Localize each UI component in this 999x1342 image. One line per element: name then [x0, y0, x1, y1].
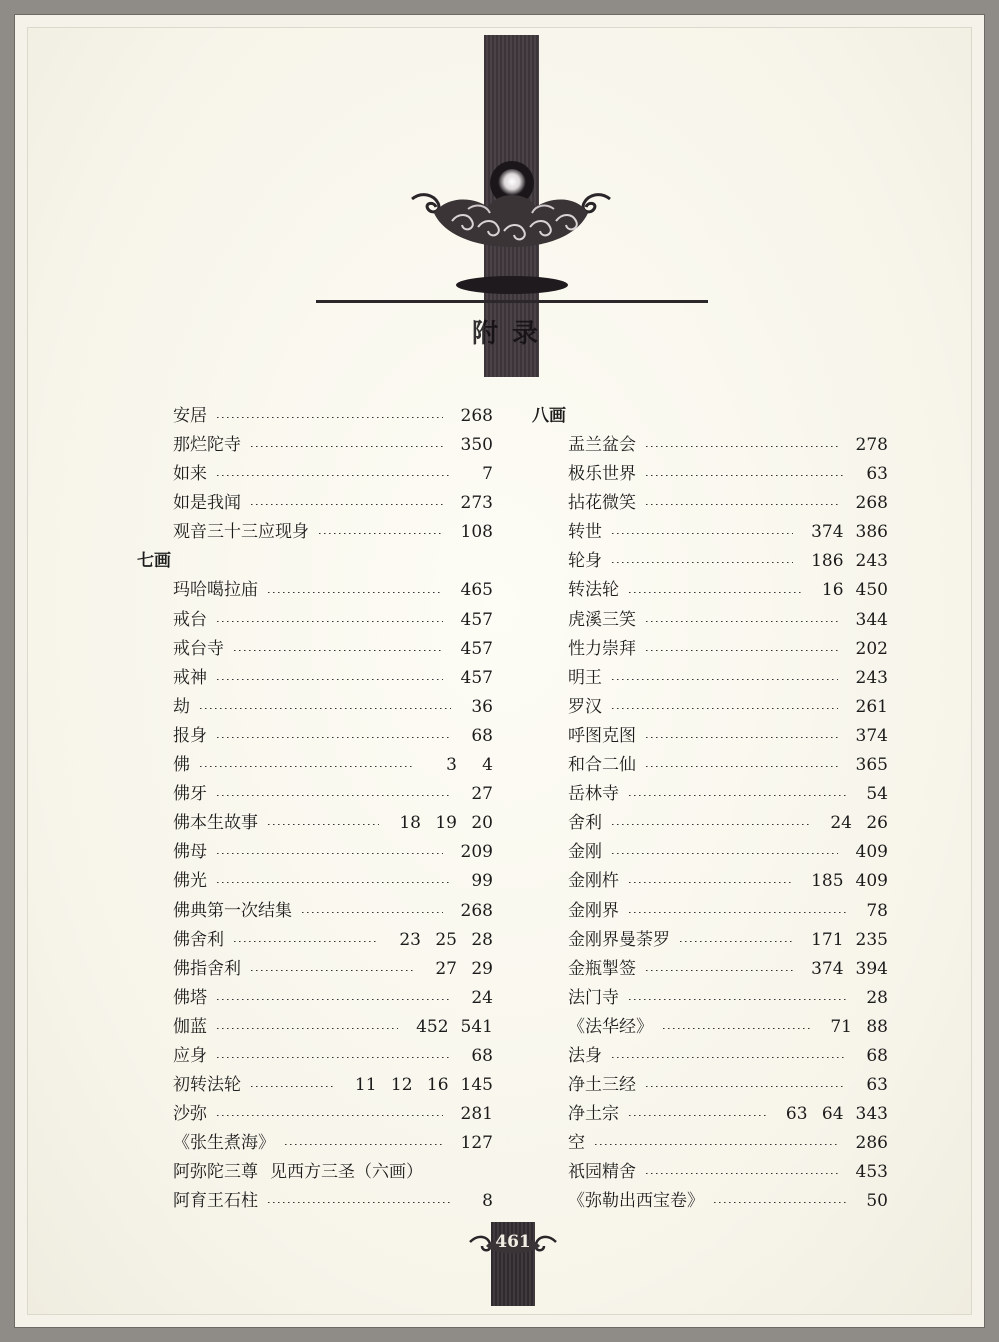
dot-leader [629, 882, 793, 883]
index-column-left [137, 402, 493, 1217]
index-term: 虎溪三笑 [568, 609, 636, 630]
index-term: 轮身 [568, 551, 602, 572]
dot-leader [629, 795, 846, 796]
page-reference: 78 [866, 900, 888, 921]
page-reference: 273 [460, 493, 493, 514]
index-term: 劫 [173, 696, 190, 717]
page-references [808, 576, 888, 605]
index-term: 佛塔 [173, 987, 207, 1008]
index-entry [532, 897, 888, 926]
dot-leader [268, 824, 379, 825]
dot-leader [217, 679, 443, 680]
index-term: 那烂陀寺 [173, 435, 241, 456]
index-entry [137, 955, 493, 984]
dot-leader [200, 708, 451, 709]
page-reference: 12 [390, 1075, 413, 1096]
index-entry [137, 926, 493, 955]
page-reference: 452 [416, 1016, 449, 1037]
page-reference: 243 [855, 551, 888, 572]
index-term: 戒神 [173, 667, 207, 688]
header-rule [316, 300, 708, 303]
page-reference: 64 [821, 1104, 844, 1125]
page-references [844, 606, 888, 635]
page-reference: 88 [866, 1016, 888, 1037]
dot-leader [646, 621, 838, 622]
page-reference: 16 [426, 1075, 449, 1096]
dot-leader [217, 737, 451, 738]
index-entry [532, 1013, 888, 1042]
dot-leader [251, 446, 443, 447]
page-reference: 18 [399, 813, 421, 834]
page-reference: 409 [855, 871, 888, 892]
dot-leader [646, 737, 838, 738]
dot-leader [217, 853, 443, 854]
index-entry [532, 518, 888, 547]
page-reference: 29 [471, 958, 493, 979]
dot-leader [612, 533, 793, 534]
page-references [799, 518, 888, 547]
page-reference: 268 [460, 406, 493, 426]
page-reference: 99 [471, 871, 493, 892]
page-references [341, 1071, 493, 1100]
page-reference: 185 [811, 871, 844, 892]
page-reference: 28 [471, 929, 493, 950]
page-references [844, 722, 888, 751]
index-entry [137, 1042, 493, 1071]
index-entry [532, 576, 888, 605]
index-term: 安居 [173, 406, 207, 426]
index-term: 转法轮 [568, 580, 619, 601]
page-references [844, 664, 888, 693]
dot-leader [268, 592, 443, 593]
index-entry [137, 1187, 493, 1216]
index-term: 明王 [568, 667, 602, 688]
page-reference: 108 [460, 522, 493, 543]
page-references [844, 489, 888, 518]
index-entry [137, 606, 493, 635]
index-term: 性力崇拜 [568, 638, 636, 659]
page-references [844, 838, 888, 867]
dot-leader [217, 1028, 398, 1029]
page-reference: 27 [435, 958, 457, 979]
index-term: 报身 [173, 725, 207, 746]
page-reference: 394 [855, 958, 888, 979]
index-term: 金刚 [568, 842, 602, 863]
page-reference: 68 [471, 1045, 493, 1066]
page-references [449, 838, 493, 867]
page-reference: 268 [855, 493, 888, 514]
index-entry [137, 460, 493, 489]
index-term: 极乐世界 [568, 464, 636, 485]
index-entry [137, 867, 493, 896]
page-references [421, 751, 493, 780]
index-entry [532, 955, 888, 984]
index-term: 祇园精舍 [568, 1162, 636, 1183]
index-entry [137, 402, 493, 431]
index-entry [532, 606, 888, 635]
page-reference: 71 [830, 1016, 852, 1037]
index-term: 拈花微笑 [568, 493, 636, 514]
index-term: 戒台 [173, 609, 207, 630]
page-references [816, 1013, 888, 1042]
index-entry [137, 489, 493, 518]
index-entry [532, 984, 888, 1013]
index-entry [137, 897, 493, 926]
index-term: 和合二仙 [568, 755, 636, 776]
page-reference: 450 [855, 580, 888, 601]
page-references [457, 867, 493, 896]
index-entry [532, 1100, 888, 1129]
index-term: 阿弥陀三尊 [173, 1162, 258, 1183]
index-entry [532, 1042, 888, 1071]
dot-leader [234, 941, 379, 942]
page-references [799, 955, 888, 984]
page-reference: 286 [855, 1133, 888, 1154]
dot-leader [285, 1144, 443, 1145]
index-term: 玛哈噶拉庙 [173, 580, 258, 601]
index-term: 《张生煮海》 [173, 1133, 275, 1154]
index-entry [532, 809, 888, 838]
index-term: 金刚界 [568, 900, 619, 921]
dot-leader [646, 475, 846, 476]
page-references [844, 693, 888, 722]
index-term: 沙弥 [173, 1104, 207, 1125]
page-references [844, 1129, 888, 1158]
page-reference: 3 [446, 755, 457, 776]
index-term: 佛 [173, 755, 190, 776]
index-term: 转世 [568, 522, 602, 543]
dot-leader [646, 650, 838, 651]
index-entry [137, 664, 493, 693]
page-references [449, 606, 493, 635]
page-reference: 457 [460, 667, 493, 688]
page-references [449, 1100, 493, 1129]
page-reference: 465 [460, 580, 493, 601]
index-entry [532, 431, 888, 460]
dot-leader [646, 446, 838, 447]
index-term: 阿育王石柱 [173, 1191, 258, 1212]
page-references [852, 1187, 888, 1216]
page-reference: 36 [471, 696, 493, 717]
page-references [457, 460, 493, 489]
page-reference: 28 [866, 987, 888, 1008]
page-reference: 63 [866, 1075, 888, 1096]
dot-leader [612, 824, 810, 825]
page-references [449, 518, 493, 547]
dot-leader [646, 504, 838, 505]
page-reference: 19 [435, 813, 457, 834]
page-references [457, 1187, 493, 1216]
index-entry [532, 722, 888, 751]
page-reference: 386 [855, 522, 888, 543]
index-entry [137, 838, 493, 867]
stroke-count-heading: 八画 [532, 406, 566, 426]
page-reference: 171 [811, 929, 844, 950]
page-references [844, 635, 888, 664]
index-term: 盂兰盆会 [568, 435, 636, 455]
page-references [421, 955, 493, 984]
page-references [816, 809, 888, 838]
page-reference: 281 [460, 1104, 493, 1125]
page-title: 附录 [472, 319, 553, 349]
page-references [844, 431, 888, 460]
index-term: 空 [568, 1133, 585, 1154]
dot-leader [612, 708, 838, 709]
page-reference: 50 [866, 1191, 888, 1212]
page-references [799, 547, 888, 576]
page-reference: 26 [866, 813, 888, 834]
index-entry [532, 867, 888, 896]
index-column-right [532, 402, 888, 1217]
index-entry [137, 1013, 493, 1042]
dot-leader [234, 650, 443, 651]
dot-leader [646, 1173, 838, 1174]
page-reference: 365 [855, 755, 888, 776]
index-term: 净土宗 [568, 1104, 619, 1125]
dot-leader [302, 912, 443, 913]
page-references [457, 780, 493, 809]
page-references [449, 635, 493, 664]
index-term: 罗汉 [568, 696, 602, 717]
page-references [449, 1129, 493, 1158]
index-entry [532, 693, 888, 722]
index-term: 伽蓝 [173, 1016, 207, 1037]
stroke-count-heading: 七画 [137, 551, 171, 572]
dot-leader [251, 1086, 335, 1087]
page-reference: 11 [354, 1075, 377, 1096]
page-reference: 68 [866, 1045, 888, 1066]
page-reference: 4 [482, 755, 493, 776]
page-reference: 209 [460, 842, 493, 863]
page-references [457, 722, 493, 751]
page-references [799, 867, 888, 896]
page-reference: 374 [811, 522, 844, 543]
page-reference: 235 [855, 929, 888, 950]
index-term: 舍利 [568, 813, 602, 834]
index-entry [137, 722, 493, 751]
page-reference: 20 [471, 813, 493, 834]
page-reference: 63 [785, 1104, 808, 1125]
page-references [457, 693, 493, 722]
page-reference: 261 [855, 696, 888, 717]
index-term: 应身 [173, 1045, 207, 1066]
index-term: 如来 [173, 464, 207, 485]
index-entry [137, 1100, 493, 1129]
dot-leader [612, 679, 838, 680]
index-entry [532, 1071, 888, 1100]
dot-leader [612, 1057, 846, 1058]
page-references [449, 576, 493, 605]
page-reference: 54 [866, 784, 888, 805]
page-reference: 202 [855, 638, 888, 659]
index-term: 《法华经》 [568, 1016, 653, 1037]
page-references [449, 402, 493, 431]
page-references [385, 809, 493, 838]
index-entry [532, 751, 888, 780]
index-term: 金刚界曼荼罗 [568, 929, 670, 950]
index-entry [532, 635, 888, 664]
index-entry [532, 489, 888, 518]
dot-leader [268, 1202, 451, 1203]
index-entry [137, 518, 493, 547]
dot-leader [217, 999, 451, 1000]
index-entry [137, 1129, 493, 1158]
dot-leader [319, 533, 443, 534]
index-entry [137, 635, 493, 664]
page-reference: 343 [855, 1104, 888, 1125]
page-references [852, 1042, 888, 1071]
index-entry [532, 460, 888, 489]
page-reference: 63 [866, 464, 888, 485]
dot-leader [217, 417, 443, 418]
index-entry [137, 1071, 493, 1100]
page-reference: 350 [460, 435, 493, 456]
index-term: 法身 [568, 1045, 602, 1066]
index-entry [137, 751, 493, 780]
index-entry [137, 1158, 493, 1187]
page-references [457, 984, 493, 1013]
index-term: 法门寺 [568, 987, 619, 1008]
dot-leader [646, 766, 838, 767]
page-references [852, 460, 888, 489]
header-oval-decoration [456, 276, 568, 294]
page-reference: 8 [482, 1191, 493, 1212]
index-term: 初转法轮 [173, 1075, 241, 1096]
dot-leader [714, 1202, 846, 1203]
page-references [852, 1071, 888, 1100]
page-references [385, 926, 493, 955]
dot-leader [629, 999, 846, 1000]
index-term: 观音三十三应现身 [173, 522, 309, 543]
page-reference: 374 [811, 958, 844, 979]
page-reference: 453 [855, 1162, 888, 1183]
dot-leader [200, 766, 415, 767]
page-reference: 268 [460, 900, 493, 921]
page-references [404, 1013, 493, 1042]
page-references [844, 1158, 888, 1187]
dot-leader [680, 941, 793, 942]
index-entry [137, 576, 493, 605]
dot-leader [612, 562, 793, 563]
index-entry [532, 1129, 888, 1158]
index-entry [532, 780, 888, 809]
page-reference: 409 [855, 842, 888, 863]
page-references [449, 664, 493, 693]
index-entry [532, 926, 888, 955]
page-reference: 541 [460, 1016, 493, 1037]
page-reference: 27 [471, 784, 493, 805]
index-term: 佛典第一次结集 [173, 900, 292, 921]
index-term: 净土三经 [568, 1075, 636, 1096]
page-references [449, 431, 493, 460]
dot-leader [595, 1144, 838, 1145]
page-reference: 23 [399, 929, 421, 950]
page-references [772, 1100, 888, 1129]
index-term: 岳林寺 [568, 784, 619, 805]
dot-leader [629, 1115, 766, 1116]
page-reference: 186 [811, 551, 844, 572]
page-references [449, 897, 493, 926]
page-reference: 145 [460, 1075, 493, 1096]
index-entry [532, 1187, 888, 1216]
index-term: 金刚杵 [568, 871, 619, 892]
index-entry [532, 664, 888, 693]
index-entry [137, 431, 493, 460]
page-reference: 457 [460, 609, 493, 630]
index-term: 金瓶掣签 [568, 958, 636, 979]
page-reference: 68 [471, 725, 493, 746]
dot-leader [217, 621, 443, 622]
dot-leader [629, 912, 846, 913]
index-entry [137, 693, 493, 722]
dot-leader [646, 1086, 846, 1087]
page-references [449, 489, 493, 518]
dot-leader [217, 1057, 451, 1058]
page-reference: 243 [855, 667, 888, 688]
index-term: 佛母 [173, 842, 207, 863]
index-term: 佛牙 [173, 784, 207, 805]
page-reference: 278 [855, 435, 888, 455]
dot-leader [217, 795, 451, 796]
cross-reference: 见西方三圣（六画） [270, 1162, 423, 1183]
page-reference: 16 [821, 580, 844, 601]
page-reference: 344 [855, 609, 888, 630]
index-term: 《弥勒出西宝卷》 [568, 1191, 704, 1212]
index-entry [532, 838, 888, 867]
index-term: 佛舍利 [173, 929, 224, 950]
page-reference: 457 [460, 638, 493, 659]
page-reference: 127 [460, 1133, 493, 1154]
page-reference: 24 [830, 813, 852, 834]
cloud-pearl-ornament-icon [408, 155, 614, 255]
page-reference: 7 [482, 464, 493, 485]
index-entry [137, 780, 493, 809]
index-term: 呼图克图 [568, 725, 636, 746]
index-entry [532, 1158, 888, 1187]
page-references [852, 780, 888, 809]
dot-leader [629, 592, 802, 593]
index-term: 如是我闻 [173, 493, 241, 514]
index-term: 戒台寺 [173, 638, 224, 659]
dot-leader [251, 504, 443, 505]
dot-leader [217, 1115, 443, 1116]
page-references [852, 984, 888, 1013]
index-term: 佛指舍利 [173, 958, 241, 979]
index-term: 佛本生故事 [173, 813, 258, 834]
page-reference: 24 [471, 987, 493, 1008]
index-entry [137, 809, 493, 838]
index-entry [532, 547, 888, 576]
page-references [799, 926, 888, 955]
dot-leader [663, 1028, 810, 1029]
page-number: 461 [495, 1232, 531, 1252]
dot-leader [217, 882, 451, 883]
index-term: 佛光 [173, 871, 207, 892]
dot-leader [646, 970, 793, 971]
page-reference: 374 [855, 725, 888, 746]
page-reference: 25 [435, 929, 457, 950]
page-references [844, 751, 888, 780]
page-references [852, 897, 888, 926]
dot-leader [251, 970, 415, 971]
index-entry [137, 984, 493, 1013]
dot-leader [612, 853, 838, 854]
dot-leader [217, 475, 451, 476]
page-references [457, 1042, 493, 1071]
